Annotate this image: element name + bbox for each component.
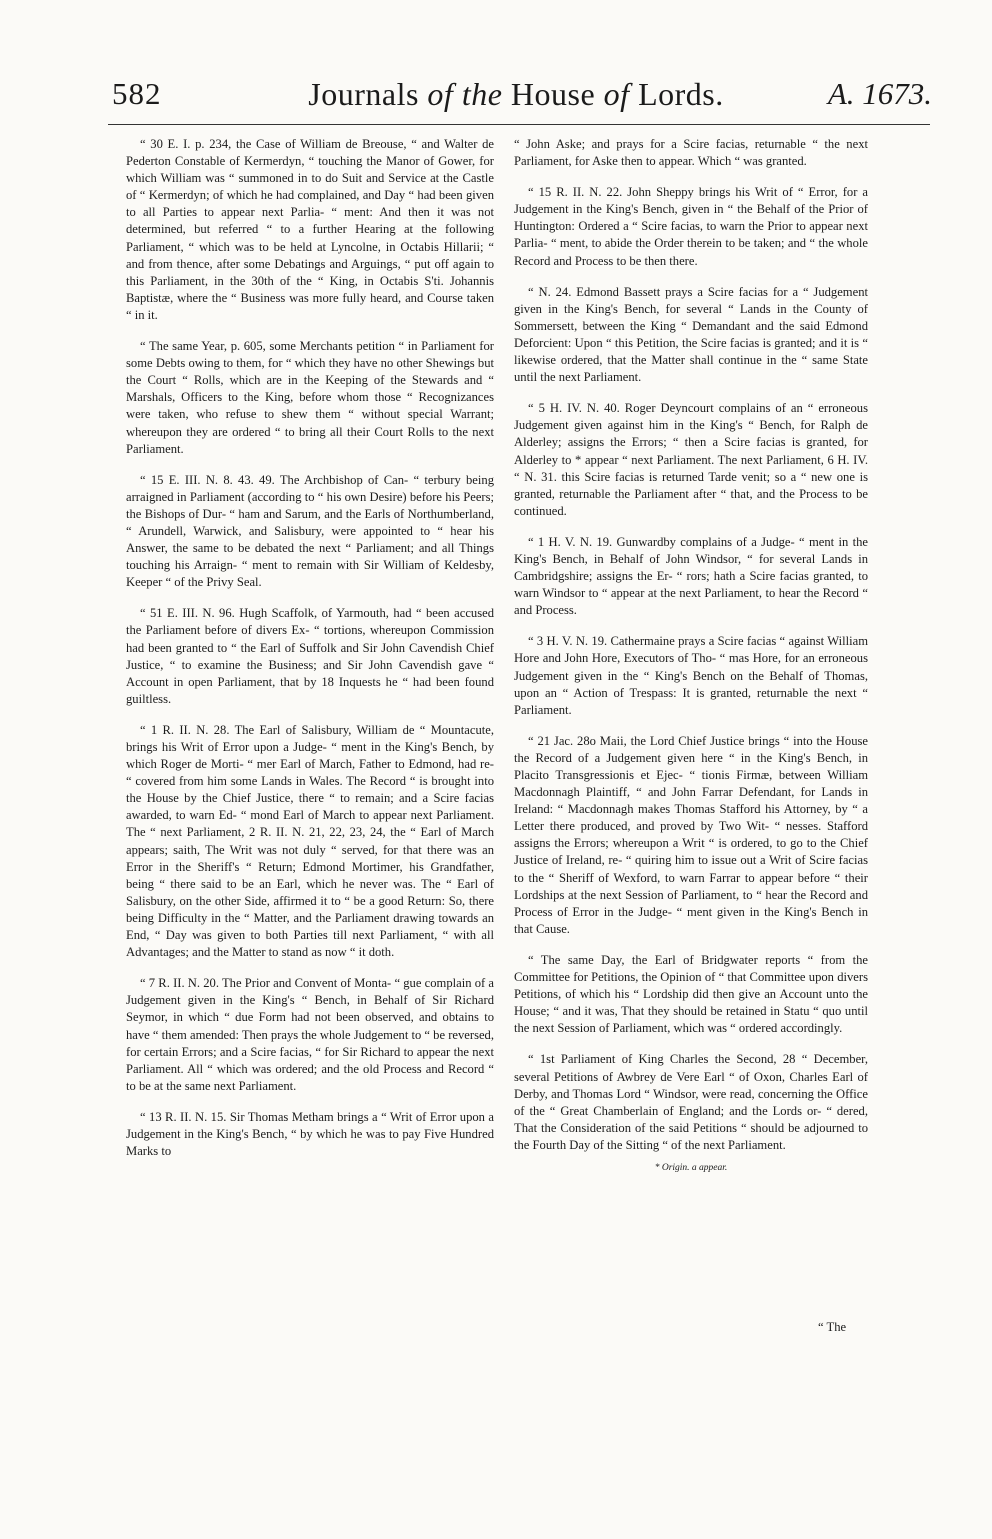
paragraph: “ 7 R. II. N. 20. The Prior and Convent of Monta- “ gue complain of a Judgement given in the King's “ Bench, in Behalf of Sir Richard Seymor, in which “ due Form had not been observed, and obtains to have “ them amended: Then prays the whole Judgement to “ be reversed, for certain Errors; and a Scire facias, “ for Sir Richard to appear the next Parliament. All “ which was ordered; and the old Process and Record “ to be at the same next Parliament. [126,976,495,1093]
running-title: Journals of the House of Lords. [308,76,724,112]
paragraph: “ 30 E. I. p. 234, the Case of William de Breouse, “ and Walter de Pederton Constable of Kermerdyn, “ touching the Manor of Gower, for which William was “ summoned in to do Suit and Service at the Castle of “ Kermerdyn; of which he had complained, and Day “ had been given to all Parties to appear next Parlia- “ ment: And then it was not determined, but referred “ to a further Hearing at the following Parliament, “ which was to be held at Lyncolne, in Octabis Hillarii; “ and from thence, after some Debatings and Arguings, “ put off again to this Parliament, in the 30th of the “ King, in Octabis S'ti. Johannis Baptistæ, where the “ Business was more fully heard, and Course taken “ in it. [126,137,494,322]
paragraph: “ N. 24. Edmond Bassett prays a Scire facias for a “ Judgement given in the King's Bench, for several “ Lands in the County of Sommersett, between the King “ Demandant and the said Edmond Deforcient: Upon “ this Petition, the Scire facias is granted; and it is “ likewise ordered, that the Matter shall continue in the “ same State until the next Parliament. [514,284,868,385]
paragraph: “ 1st Parliament of King Charles the Second, 28 “ December, several Petitions of Awbrey de Vere Earl “ of Oxon, Charles Earl of Derby, and Thomas Lord “ Windsor, were read, concerning the Office of the “ Great Chamberlain of England; and the Lords or- “ dered, That the Consideration of the said Petitions “ should be adjourned to the Fourth Day of the Sitting “ of the next Parliament. [514,1052,868,1152]
paragraph: “ The same Year, p. 605, some Merchants petition “ in Parliament for some Debts owing to them, for “ which they have no other Shewings but the Court “ Rolls, which are in the Keeping of the Stewards and “ Marshals, Officers to the King, before whom those “ Recognizances were taken, who refuse to shew them “ without special Warrant; whereupon they are ordered “ to bring all their Court Rolls to the next Parliament. [126,339,494,456]
left-column [126,136,494,1174]
right-column [514,136,868,1177]
year-marker: A. 1673. [827,76,932,111]
paragraph: “ 13 R. II. N. 15. Sir Thomas Metham brings a “ Writ of Error upon a Judgement in the King's Bench, “ by which he was to pay Five Hundred Marks to [126,1109,494,1159]
paragraph: “ 3 H. V. N. 19. Cathermaine prays a Scire facias “ against William Hore and John Hore, Executors of Tho- “ mas Hore, for an erroneous Judgement given in the “ King's Bench on the Behalf of Thomas, upon an “ Action of Trespass: It is granted, returnable the next “ Parliament. [514,634,868,717]
paragraph: “ 5 H. IV. N. 40. Roger Deyncourt complains of an “ erroneous Judgement given against him in the King's “ Bench, for Ralph de Alderley; assigns the Errors; “ then a Scire facias is granted, for Alderley to * appear “ next Parliament. The next Parliament, 6 H. IV. “ N. 31. this Scire facias is returned Tarde venit; so a “ new one is granted, returnable the Parliament after “ that, and the Process to be continued. [514,401,868,518]
page-number: 582 [112,76,162,111]
paragraph: “ 15 E. III. N. 8. 43. 49. The Archbishop of Can- “ terbury being arraigned in Parliament (according to “ his own Desire) before his Peers; the Bishops of Dur- “ ham and Sarum, and the Earls of Northumberland, “ Arundell, Warwick, and Salisbury, were appointed to “ hear his Answer, the same to be debated the next “ Parliament; and all Things touching his Arraign- “ ment to remain with Sir William of Keldesby, Keeper “ of the Privy Seal. [126,472,494,590]
paragraph: “ The same Day, the Earl of Bridgwater reports “ from the Committee for Petitions, the Opinion of “ that Committee upon divers Petitions, of which his “ Lordship did then give an Account unto the House; “ and it was, That they should be retained in Statu “ quo until the next Session of Parliament, which was “ ordered accordingly. [514,952,868,1036]
paragraph: “ 15 R. II. N. 22. John Sheppy brings his Writ of “ Error, for a Judgement in the King's Bench, given in “ the Behalf of the Prior of Huntington: Ordered a “ Scire facias, to warn the Prior to appear next Parlia- “ ment, to abide the Order therein to be taken; and “ the whole Record and Process to be then there. [514,185,868,268]
footnote: * Origin. a appear. [654,1162,728,1173]
paragraph: “ 51 E. III. N. 96. Hugh Scaffolk, of Yarmouth, had “ been accused the Parliament before of divers Ex- “ tortions, whereupon Commission had been granted to “ the Earl of Suffolk and Sir John Cavendish Chief Justice, “ to examine the Business; and Sir John Cavendish gave “ Account in open Parliament, that by 18 Inquests he “ had been found guiltless. [126,606,494,706]
paragraph: “ John Aske; and prays for a Scire facias, returnable “ the next Parliament, for Aske then to appear. Which “ was granted. [514,137,868,169]
catchword: “ The [818,1320,847,1334]
paragraph: “ 1 H. V. N. 19. Gunwardby complains of a Judge- “ ment in the King's Bench, in Behalf of John Windsor, “ for several Lands in Cambridgshire; assigns the Er- “ rors; hath a Scire facias granted, to warn Windsor to “ appear at the next Parliament, to hear the Record “ and Process. [514,534,868,618]
paragraph: “ 21 Jac. 28o Maii, the Lord Chief Justice brings “ into the House the Record of a Judgement given here “ in the King's Bench, in Placito Transgressionis et Ejec- “ tionis Firmæ, between William Macdonnagh Plaintiff, “ and John Farrar Defendant, for Lands in Ireland: “ Macdonnagh makes Thomas Stafford his Attorney, by “ a Letter there produced, and proved by Two Wit- “ nesses. Stafford assigns the Errors; whereupon a Writ “ is ordered, to go to the Chief Justice of Ireland, re- “ quiring him to issue out a Writ of Scire facias to the “ Sheriff of Wexford, to warn Farrar to appear before “ their Lordships at the next Session of Parliament, to “ hear the Record and Process of Error in the Judge- “ ment given in the King's Bench in that Cause. [514,733,868,936]
page-header [100,72,932,132]
paragraph: “ 1 R. II. N. 28. The Earl of Salisbury, William de “ Mountacute, brings his Writ of Error upon a Judge- “ ment in the King's Bench, by which Roger de Morti- “ mer Earl of March, Father to Edmond, had re- “ covered from him some Lands in Wales. The Record “ is brought into the House by the Chief Justice, there “ to remain; and a Scire facias awarded, to warn Ed- “ mond Earl of March to appear next Parliament. The “ next Parliament, 2 R. II. N. 21, 22, 23, 24, the “ Earl of March appears; saith, The Writ was not duly “ served, for that there was an Error in the Sheriff's “ Return; Edmond Mortimer, his Grandfather, being “ there said to be an Earl, which he never was. The “ Earl of Salisbury, on the other Side, affirmed it to “ be a good Return: So, there being Difficulty in the “ Matter, and the Parliament drawing towards an End, “ Day was given to both Parties till next Parliament, “ with all Advantages; and the Matter to stand as now “ it doth. [126,722,494,960]
header-rule [108,124,930,125]
